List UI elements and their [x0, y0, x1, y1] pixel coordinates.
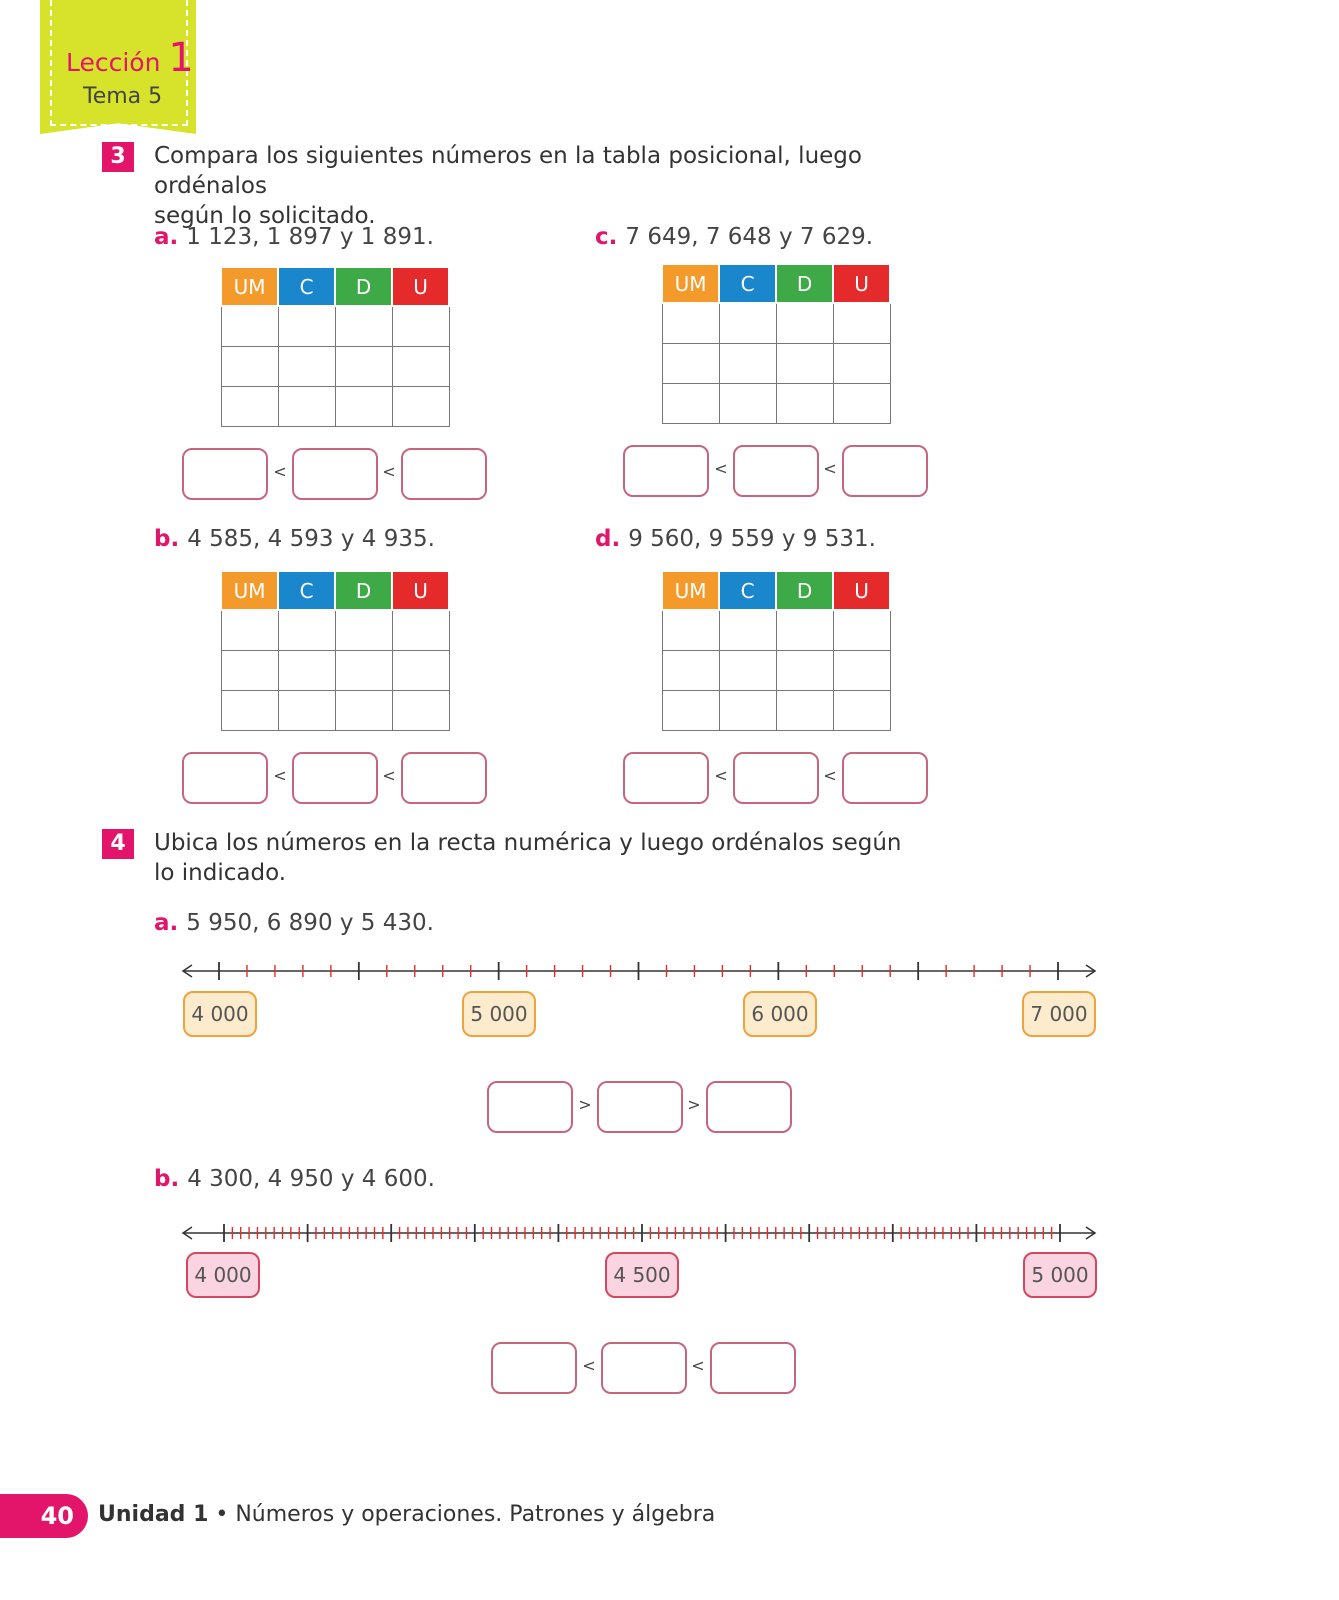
number-line-4a	[180, 956, 1100, 986]
number-line-label: 6 000	[743, 991, 817, 1037]
answer-box[interactable]	[292, 752, 378, 804]
footer-unit-title: Unidad 1 • Números y operaciones. Patrones y álgebra	[98, 1502, 716, 1527]
lesson-title: Lección 1	[66, 35, 194, 81]
order-sign: <	[691, 1356, 705, 1375]
order-sign: >	[578, 1095, 592, 1114]
place-value-table-3c: UM C D U	[661, 263, 891, 424]
exercise-3a: a. 1 123, 1 897 y 1 891.	[154, 224, 434, 250]
answer-box[interactable]	[401, 448, 487, 500]
answer-box[interactable]	[597, 1081, 683, 1133]
order-sign: <	[823, 459, 837, 478]
page-number: 40	[0, 1494, 88, 1538]
question-3-text: Compara los siguientes números en la tabla posicional, luego ordénalos según lo solicitado.	[154, 143, 862, 229]
order-sign: <	[382, 462, 396, 481]
answer-box[interactable]	[842, 752, 928, 804]
number-line-label: 4 000	[186, 1252, 260, 1298]
lesson-number: 1	[168, 35, 194, 81]
order-sign: <	[273, 462, 287, 481]
order-sign: >	[687, 1095, 701, 1114]
exercise-4a: a. 5 950, 6 890 y 5 430.	[154, 910, 434, 936]
answer-box[interactable]	[733, 752, 819, 804]
place-value-table-3d: UM C D U	[661, 570, 891, 731]
answer-box[interactable]	[710, 1342, 796, 1394]
number-line-label: 4 500	[605, 1252, 679, 1298]
answer-box[interactable]	[842, 445, 928, 497]
place-value-table-3a: UM C D U	[220, 266, 450, 427]
order-sign: <	[382, 766, 396, 785]
number-line-label: 5 000	[462, 991, 536, 1037]
order-sign: <	[714, 766, 728, 785]
answer-box[interactable]	[623, 752, 709, 804]
number-line-4b	[180, 1218, 1100, 1248]
answer-box[interactable]	[601, 1342, 687, 1394]
answer-box[interactable]	[487, 1081, 573, 1133]
exercise-3b: b. 4 585, 4 593 y 4 935.	[154, 526, 435, 552]
exercise-3c: c. 7 649, 7 648 y 7 629.	[595, 224, 874, 250]
order-sign: <	[823, 766, 837, 785]
number-line-label: 4 000	[183, 991, 257, 1037]
answer-box[interactable]	[623, 445, 709, 497]
answer-box[interactable]	[292, 448, 378, 500]
answer-box[interactable]	[491, 1342, 577, 1394]
answer-box[interactable]	[401, 752, 487, 804]
answer-box[interactable]	[733, 445, 819, 497]
answer-box[interactable]	[706, 1081, 792, 1133]
order-sign: <	[714, 459, 728, 478]
exercise-3d: d. 9 560, 9 559 y 9 531.	[595, 526, 876, 552]
order-sign: <	[273, 766, 287, 785]
answer-box[interactable]	[182, 752, 268, 804]
question-4-text: Ubica los números en la recta numérica y luego ordénalos según lo indicado.	[154, 830, 902, 886]
answer-box[interactable]	[182, 448, 268, 500]
exercise-4b: b. 4 300, 4 950 y 4 600.	[154, 1166, 435, 1192]
number-line-label: 7 000	[1022, 991, 1096, 1037]
question-3-number: 3	[102, 142, 134, 172]
number-line-label: 5 000	[1023, 1252, 1097, 1298]
place-value-table-3b: UM C D U	[220, 570, 450, 731]
topic-label: Tema 5	[83, 84, 163, 109]
question-4-number: 4	[102, 829, 134, 859]
order-sign: <	[582, 1356, 596, 1375]
